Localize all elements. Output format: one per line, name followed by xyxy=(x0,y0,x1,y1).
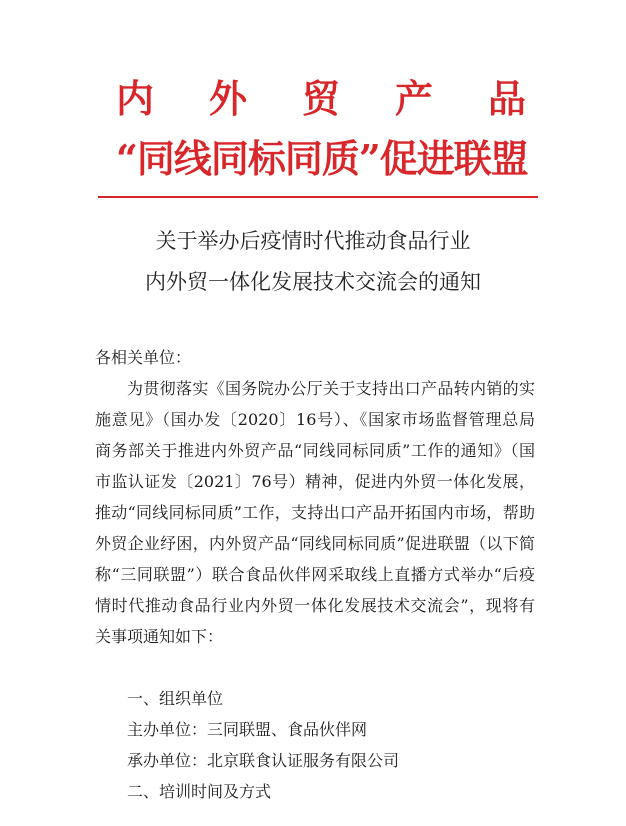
letterhead-char: 外 xyxy=(208,76,247,121)
letterhead-char: 贸 xyxy=(301,76,340,121)
salutation: 各相关单位： xyxy=(95,348,192,367)
notice-title-line-2: 内外贸一体化发展技术交流会的通知 xyxy=(145,270,481,294)
letterhead-divider xyxy=(98,196,538,198)
body-paragraph: 为贯彻落实《国务院办公厅关于支持出口产品转内销的实施意见》（国办发〔2020〕16号）、《国家市场监督管理总局 商务部关于推进内外贸产品“同线同标同质”工作的通知》（国市监认证发〔2021〕76号）精神，促进内外贸一体化发展，推动“同线同标同质”工作，支持出口产品开拓国内市场，帮助外贸企业纾困，内外贸产品“同线同标同质”促进联盟（以下简称“三同联盟”）联合食品伙伴网采取线上直播方式举办“后疫情时代推动食品行业内外贸一体化发展技术交流会”，现将有关事项通知如下： xyxy=(95,379,535,646)
letterhead-char: 产 xyxy=(394,76,433,121)
letterhead-char: 内 xyxy=(116,76,155,121)
letterhead-char: 品 xyxy=(487,76,526,121)
notice-title-line-1: 关于举办后疫情时代推动食品行业 xyxy=(155,229,471,253)
letterhead-line-2: “同线同标同质”促进联盟 xyxy=(116,136,528,181)
section-heading-organizers: 一、组织单位 xyxy=(127,689,224,708)
section-heading-time-method: 二、培训时间及方式 xyxy=(127,782,272,801)
letterhead-line-1 xyxy=(116,76,526,121)
organizer-line: 主办单位：三同联盟、食品伙伴网 xyxy=(127,720,368,739)
co-organizer-line: 承办单位：北京联食认证服务有限公司 xyxy=(127,751,400,770)
